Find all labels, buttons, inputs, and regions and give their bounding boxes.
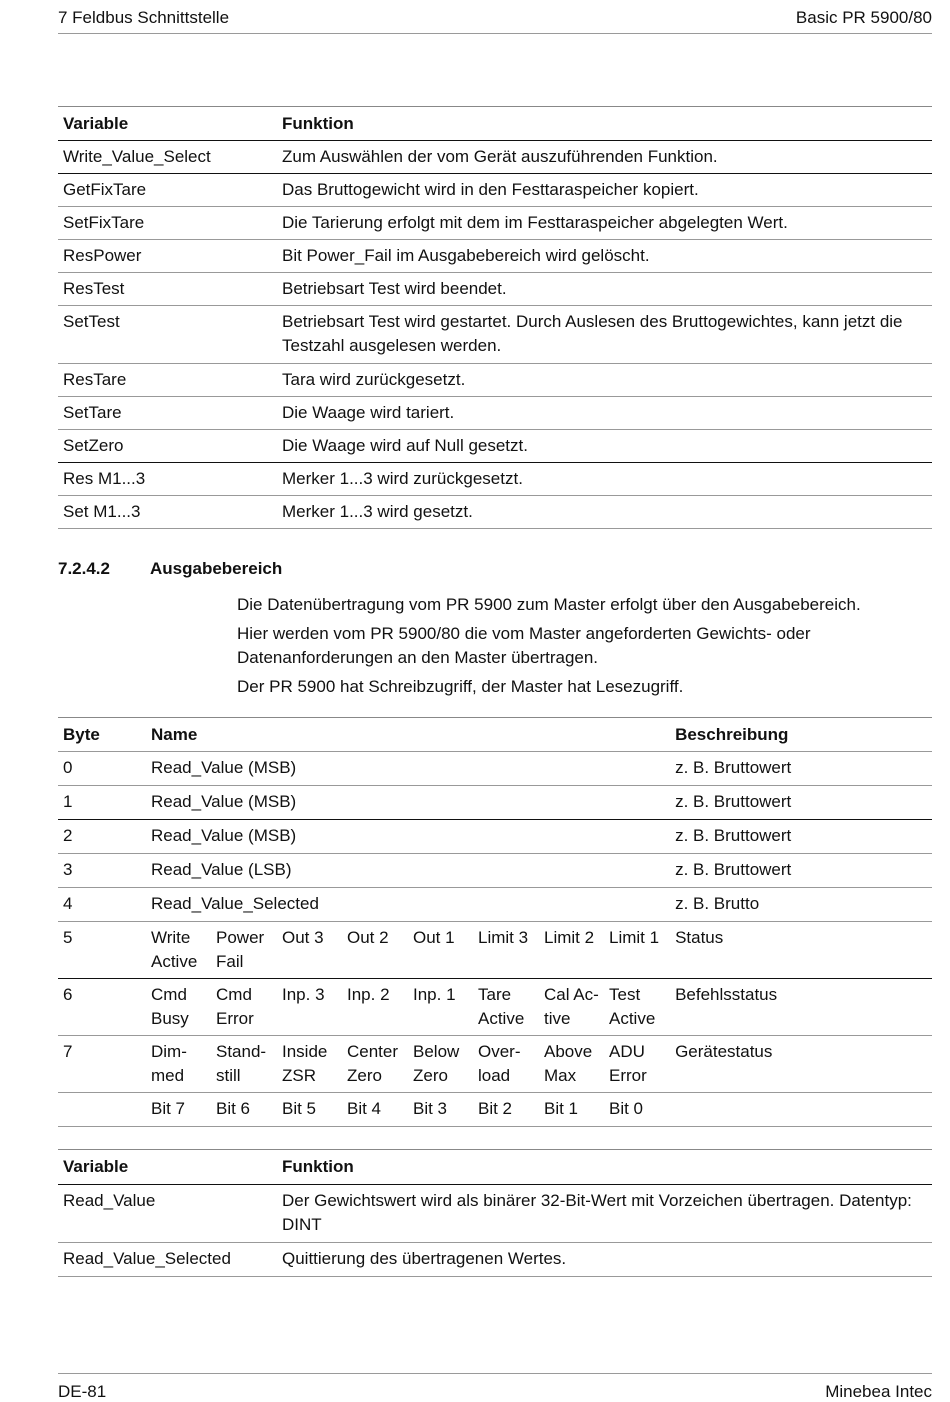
input-variables-table [58,106,932,529]
section-number: 7.2.4.2 [58,559,110,578]
funktion-cell: Bit Power_Fail im Ausgabebereich wird gelöscht. [277,240,932,273]
bit-cell: Limit 2 [539,922,604,979]
description-cell [670,1093,932,1127]
variable-cell: ResPower [58,240,277,273]
funktion-cell: Merker 1...3 wird zurückgesetzt. [277,463,932,496]
bit-cell: Test Active [604,979,670,1036]
bit-cell: Below Zero [408,1036,473,1093]
bit-cell: Inside ZSR [277,1036,342,1093]
table-row [58,397,932,430]
output-variables-table [58,1149,932,1277]
byte-cell: 4 [58,888,146,922]
page-header [58,6,932,34]
funktion-cell: Merker 1...3 wird gesetzt. [277,496,932,529]
column-header-byte: Byte [58,718,146,752]
name-cell: Read_Value (MSB) [146,786,670,820]
funktion-cell: Betriebsart Test wird gestartet. Durch Auslesen des Bruttogewichtes, kann jetzt die Testzahl ausgelesen werden. [277,306,932,364]
bit-cell: Bit 6 [211,1093,277,1127]
funktion-cell: Zum Auswählen der vom Gerät auszuführenden Funktion. [277,141,932,174]
variable-cell: Read_Value_Selected [58,1243,277,1277]
variable-cell: GetFixTare [58,174,277,207]
bit-cell: Write Active [146,922,211,979]
table-row [58,820,932,854]
column-header-variable: Variable [58,107,277,141]
column-header-variable: Variable [58,1150,277,1185]
bit-cell: Cmd Error [211,979,277,1036]
table-row [58,174,932,207]
table-row [58,752,932,786]
variable-cell: SetZero [58,430,277,463]
table-row [58,430,932,463]
funktion-cell: Die Waage wird tariert. [277,397,932,430]
bit-cell: Cmd Busy [146,979,211,1036]
table-row [58,306,932,364]
bit-cell: Inp. 1 [408,979,473,1036]
bit-cell: Out 1 [408,922,473,979]
byte-cell: 1 [58,786,146,820]
bit-cell: Center Zero [342,1036,408,1093]
table-row [58,854,932,888]
section-title: Ausgabebereich [150,559,283,578]
funktion-cell: Der Gewichtswert wird als binärer 32-Bit-Wert mit Vorzeichen übertragen. Datentyp: DINT [277,1185,932,1243]
byte-cell: 5 [58,922,146,979]
table-row-bit-numbers [58,1093,932,1127]
byte-cell: 6 [58,979,146,1036]
page-footer [58,1373,932,1402]
table-row [58,1185,932,1243]
description-cell: z. B. Bruttowert [670,854,932,888]
bit-cell: Cal Ac-tive [539,979,604,1036]
bit-cell: Above Max [539,1036,604,1093]
bit-cell: Bit 3 [408,1093,473,1127]
name-cell: Read_Value (MSB) [146,820,670,854]
table-row [58,364,932,397]
column-header-funktion: Funktion [277,1150,932,1185]
paragraph: Der PR 5900 hat Schreibzugriff, der Master hat Lesezugriff. [237,677,684,696]
byte-cell [58,1093,146,1127]
bit-cell: Out 3 [277,922,342,979]
table-header-row [58,718,932,752]
bit-cell: Inp. 2 [342,979,408,1036]
description-cell: z. B. Brutto [670,888,932,922]
variable-cell: Res M1...3 [58,463,277,496]
column-header-funktion: Funktion [277,107,932,141]
bit-cell: ADU Error [604,1036,670,1093]
byte-cell: 7 [58,1036,146,1093]
variable-cell: SetTare [58,397,277,430]
funktion-cell: Das Bruttogewicht wird in den Festtaraspeicher kopiert. [277,174,932,207]
bit-cell: Limit 3 [473,922,539,979]
table-row [58,786,932,820]
description-cell: z. B. Bruttowert [670,752,932,786]
variable-cell: ResTare [58,364,277,397]
byte-cell: 0 [58,752,146,786]
description-cell: z. B. Bruttowert [670,786,932,820]
bit-cell: Stand-still [211,1036,277,1093]
table-row [58,496,932,529]
funktion-cell: Quittierung des übertragenen Wertes. [277,1243,932,1277]
header-chapter: 7 Feldbus Schnittstelle [58,8,230,27]
bit-cell: Bit 2 [473,1093,539,1127]
table-row-bits [58,1036,932,1093]
variable-cell: ResTest [58,273,277,306]
bit-cell: Out 2 [342,922,408,979]
table-row [58,273,932,306]
funktion-cell: Die Tarierung erfolgt mit dem im Festtaraspeicher abgelegten Wert. [277,207,932,240]
table-row [58,888,932,922]
table-row [58,240,932,273]
table-row [58,141,932,174]
table-row [58,1243,932,1277]
table-row [58,207,932,240]
description-cell: Gerätestatus [670,1036,932,1093]
name-cell: Read_Value (MSB) [146,752,670,786]
byte-cell: 3 [58,854,146,888]
bit-cell: Bit 0 [604,1093,670,1127]
table-header-row [58,107,932,141]
column-header-name: Name [146,718,670,752]
paragraph: Hier werden vom PR 5900/80 die vom Master angeforderten Gewichts- oder Datenanforderungen an den Master übertragen. [237,624,811,667]
variable-cell: Read_Value [58,1185,277,1243]
bit-cell: Over-load [473,1036,539,1093]
description-cell: z. B. Bruttowert [670,820,932,854]
byte-cell: 2 [58,820,146,854]
table-header-row [58,1150,932,1185]
name-cell: Read_Value (LSB) [146,854,670,888]
bit-cell: Inp. 3 [277,979,342,1036]
table-row-bits [58,979,932,1036]
funktion-cell: Betriebsart Test wird beendet. [277,273,932,306]
variable-cell: Write_Value_Select [58,141,277,174]
column-header-beschreibung: Beschreibung [670,718,932,752]
page-number: DE-81 [58,1382,107,1401]
bit-cell: Limit 1 [604,922,670,979]
table-row [58,463,932,496]
header-product: Basic PR 5900/80 [795,8,932,27]
table-row-bits [58,922,932,979]
bit-cell: Bit 4 [342,1093,408,1127]
bit-cell: Bit 1 [539,1093,604,1127]
funktion-cell: Die Waage wird auf Null gesetzt. [277,430,932,463]
bit-cell: Tare Active [473,979,539,1036]
bit-cell: Bit 7 [146,1093,211,1127]
description-cell: Status [670,922,932,979]
bit-cell: Power Fail [211,922,277,979]
name-cell: Read_Value_Selected [146,888,670,922]
description-cell: Befehlsstatus [670,979,932,1036]
footer-brand: Minebea Intec [825,1382,932,1401]
bit-cell: Bit 5 [277,1093,342,1127]
output-area-table [58,717,932,1127]
funktion-cell: Tara wird zurückgesetzt. [277,364,932,397]
bit-cell: Dim-med [146,1036,211,1093]
paragraph: Die Datenübertragung vom PR 5900 zum Master erfolgt über den Ausgabebereich. [237,595,861,614]
variable-cell: Set M1...3 [58,496,277,529]
variable-cell: SetFixTare [58,207,277,240]
variable-cell: SetTest [58,306,277,364]
